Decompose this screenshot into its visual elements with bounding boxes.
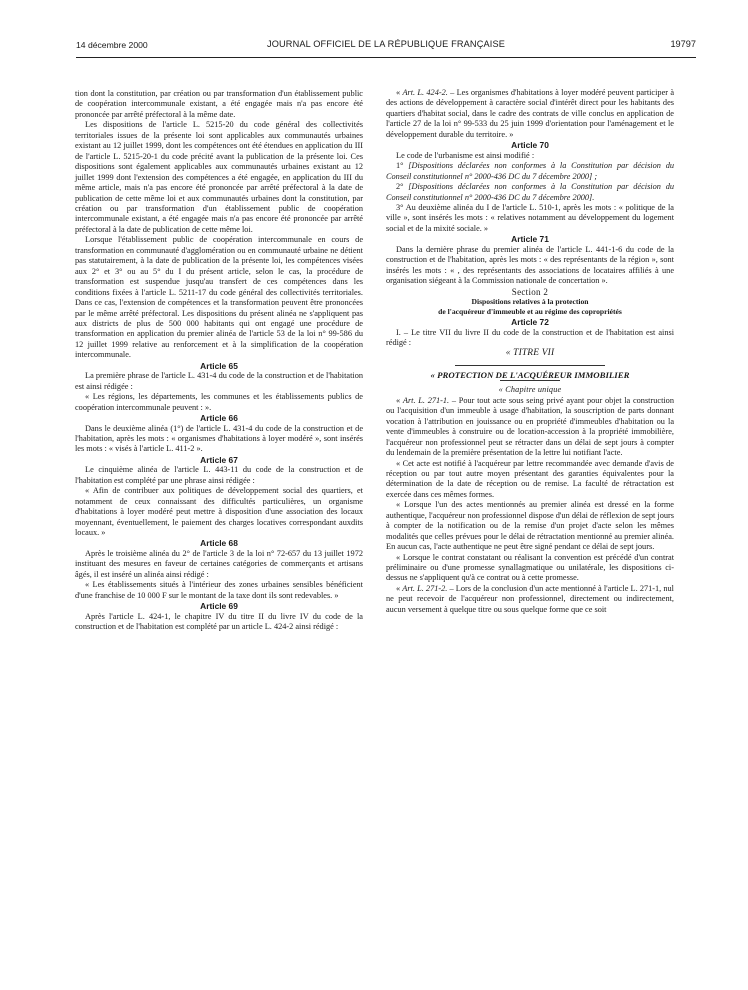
quote-mark: « <box>396 395 403 405</box>
paragraph: Après le troisième alinéa du 2° de l'article 3 de la loi n° 72-657 du 13 juillet 1972 instituant des mesures en faveur de certaines catégories de commerçants et artisans âgés, il est inséré un alinéa ainsi rédigé : <box>75 548 363 579</box>
paragraph <box>386 88 674 140</box>
section-label: Section 2 <box>511 286 549 297</box>
article-heading: Article 71 <box>511 234 549 245</box>
paragraph <box>386 584 674 615</box>
section-title-line: Dispositions relatives à la protection <box>471 297 589 307</box>
paragraph: Dans la dernière phrase du premier alinéa de l'article L. 441-1-6 du code de la construction et de l'habitation, après les mots : « des représentants de la région », sont insérés les mots : « , des représentants des associations de locataires affiliés à une organisation siégeant à la Commission nationale de concertation ». <box>386 244 674 286</box>
article-heading: Article 69 <box>200 601 238 612</box>
paragraph-text: – Pour tout acte sous seing privé ayant pour objet la construction ou l'acquisition d'un immeuble à usage d'habitation, la souscription de parts donnant vocation à l'attribution en jouissance ou en propriété d'immeubles d'habitation ou la vente d'immeubles à construire ou de location-accession à la propriété immobilière, l'acquéreur non professionnel peut se rétracter dans un délai de sept jours à compter du lendemain de la première présentation de la lettre lui notifiant l'acte. <box>386 395 674 458</box>
article-heading: Article 67 <box>200 454 238 465</box>
paragraph <box>386 161 674 182</box>
item-number: 1° <box>396 161 409 171</box>
article-heading: Article 72 <box>511 317 549 328</box>
section-title-line: de l'acquéreur d'immeuble et au régime des copropriétés <box>438 307 622 317</box>
paragraph: « Les établissements situés à l'intérieur des zones urbaines sensibles bénéficient d'une franchise de 10 000 F sur le montant de la taxe dont ils sont redevables. » <box>75 580 363 600</box>
paragraph: Les dispositions de l'article L. 5215-20 du code général des collectivités territoriales issues de la présente loi sont applicables aux communautés urbaines existant au 12 juillet 1999, dont les compétences ont été étendues en application du III de l'article L. 5215-20-1 du code précité avant la publication de la présente loi. Ces dispositions sont également applicables aux communautés urbaines existant au 12 juillet 1999 dont l'extension des compétences a été engagée, en application du III du même article, mais n'a pas encore été prononcée par arrêté préfectoral à la date de publication de cette même loi et aux communautés urbaines dont la constitution, par création ou par transformation d'un établissement public de coopération intercommunale existant, a été engagée mais n'a pas encore été prononcée par arrêté préfectoral à la date de publication de cette même loi. <box>75 120 363 234</box>
header-rule <box>76 57 696 58</box>
quote-mark: « <box>396 88 403 97</box>
right-column <box>386 88 674 615</box>
left-column <box>75 89 363 633</box>
paragraph <box>386 182 674 203</box>
titre-name: « PROTECTION DE L'ACQUÉREUR IMMOBILIER <box>430 369 630 380</box>
paragraph: « Lorsque l'un des actes mentionnés au premier alinéa est dressé en la forme authentique, l'acquéreur non professionnel dispose d'un délai de réflexion de sept jours à compter de la notification ou de la remise d'un projet d'acte selon les mêmes modalités que celles prévues pour le délai de rétractation mentionné au premier alinéa. En aucun cas, l'acte authentique ne peut être signé pendant ce délai de sept jours. <box>386 500 674 552</box>
page-header <box>76 38 696 54</box>
paragraph: « Lorsque le contrat constatant ou réalisant la convention est précédé d'un contrat préliminaire ou d'une promesse synallagmatique ou unilatérale, les dispositions ci-dessus ne s'appliquent qu'à ce contrat ou à cette promesse. <box>386 552 674 583</box>
paragraph: I. – Le titre VII du livre II du code de la construction et de l'habitation est ainsi rédigé : <box>386 327 674 347</box>
paragraph: 3° Au deuxième alinéa du I de l'article L. 510-1, après les mots : « politique de la ville », sont insérés les mots : « relatives notamment au développement du logement social et de la mixité sociale. » <box>386 202 674 233</box>
page-number: 19797 <box>670 39 696 49</box>
item-number: 2° <box>396 182 409 192</box>
article-heading: Article 68 <box>200 538 238 549</box>
censored-provision: [Dispositions déclarées non conformes à la Constitution par décision du Conseil constitutionnel n° 2000-436 DC du 7 décembre 2000]. <box>386 182 675 202</box>
paragraph-text: – Lors de la conclusion d'un acte mentionné à l'article L. 271-1, nul ne peut recevoir de l'acquéreur non professionnel, directement ou indirectement, aucun versement à quelque titre ou sous quelque forme que ce soit <box>386 583 674 614</box>
paragraph: Après l'article L. 424-1, le chapitre IV du titre II du livre IV du code de la construction et de l'habitation est complété par un article L. 424-2 ainsi rédigé : <box>75 611 363 632</box>
paragraph-text: – Les organismes d'habitations à loyer modéré peuvent participer à des actions de développement à caractère social d'intérêt direct pour les habitants des quartiers d'habitat social, dans le cadre des contrats de ville conclus en application de l'article 27 de la loi n° 99-533 du 25 juin 1999 d'orientation pour l'aménagement et le développement durable du territoire. » <box>386 88 674 139</box>
censored-provision: [Dispositions déclarées non conformes à la Constitution par décision du Conseil constitutionnel n° 2000-436 DC du 7 décembre 2000] ; <box>386 161 675 181</box>
paragraph: Dans le deuxième alinéa (1°) de l'article L. 431-4 du code de la construction et de l'habitation, après les mots : « organismes d'habitations à loyer modéré », sont insérés les mots : « visés à l'article L. 411-2 ». <box>75 423 363 454</box>
chapter-heading: « Chapitre unique <box>498 385 562 395</box>
paragraph: Le cinquième alinéa de l'article L. 443-11 du code de la construction et de l'habitation est complété par une phrase ainsi rédigée : <box>75 465 363 485</box>
paragraph: « Cet acte est notifié à l'acquéreur par lettre recommandée avec demande d'avis de réception ou par tout autre moyen présentant des garanties équivalentes pour la détermination de la date de réception ou de remise. La faculté de rétractation est exercée dans ces mêmes formes. <box>386 458 674 499</box>
header-date: 14 décembre 2000 <box>76 40 148 50</box>
paragraph <box>386 396 674 459</box>
paragraph: La première phrase de l'article L. 431-4 du code de la construction et de l'habitation est ainsi rédigée : <box>75 371 363 391</box>
article-heading: Article 70 <box>511 140 549 151</box>
article-heading: Article 66 <box>200 413 238 424</box>
titre-heading: « TITRE VII <box>505 348 555 359</box>
heading-divider <box>455 365 605 366</box>
paragraph: tion dont la constitution, par création ou par transformation d'un établissement public de coopération intercommunale existant, a été engagée mais n'a pas encore été prononcée par arrêté préfectoral à la même date. <box>75 89 363 119</box>
article-reference: Art. L. 424-2. <box>402 88 448 97</box>
paragraph: Lorsque l'établissement public de coopération intercommunale en cours de transformation en communauté d'agglomération ou en communauté urbaine ne détient pas statutairement, à la date de publication de la présente loi, les compétences visées aux 2° et 3° ou au 5° du I du présent article, selon le cas, la procédure de transformation est suspendue jusqu'au transfert de ces compétences dans les conditions fixées à l'article L. 5211-17 du code général des collectivités territoriales. Dans ce cas, l'extension de compétences et la transformation peuvent être prononcées par le même arrêté préfectoral. Les dispositions du présent alinéa ne s'appliquent pas aux districts de plus de 500 000 habitants qui ont engagé une procédure de transformation en application du premier alinéa de l'article 53 de la loi n° 99-586 du 12 juillet 1999 relative au renforcement et à la simplification de la coopération intercommunale. <box>75 235 363 360</box>
quote-mark: « <box>396 583 403 593</box>
article-heading: Article 65 <box>200 360 238 371</box>
paragraph: Le code de l'urbanisme est ainsi modifié : <box>396 150 535 160</box>
heading-divider <box>500 380 560 381</box>
article-reference: Art. L. 271-1. <box>402 395 450 405</box>
paragraph: « Afin de contribuer aux politiques de développement social des quartiers, et notamment de ceux connaissant des difficultés particulières, un organisme d'habitations à loyer modéré peut mettre à disposition d'une association des locaux moyennant, éventuellement, le paiement des charges locatives correspondant auxdits locaux. » <box>75 486 363 538</box>
paragraph: « Les régions, les départements, les communes et les établissements publics de coopération intercommunale peuvent : ». <box>75 392 363 412</box>
journal-title: JOURNAL OFFICIEL DE LA RÉPUBLIQUE FRANÇAISE <box>266 39 506 49</box>
article-reference: Art. L. 271-2. <box>402 583 448 593</box>
